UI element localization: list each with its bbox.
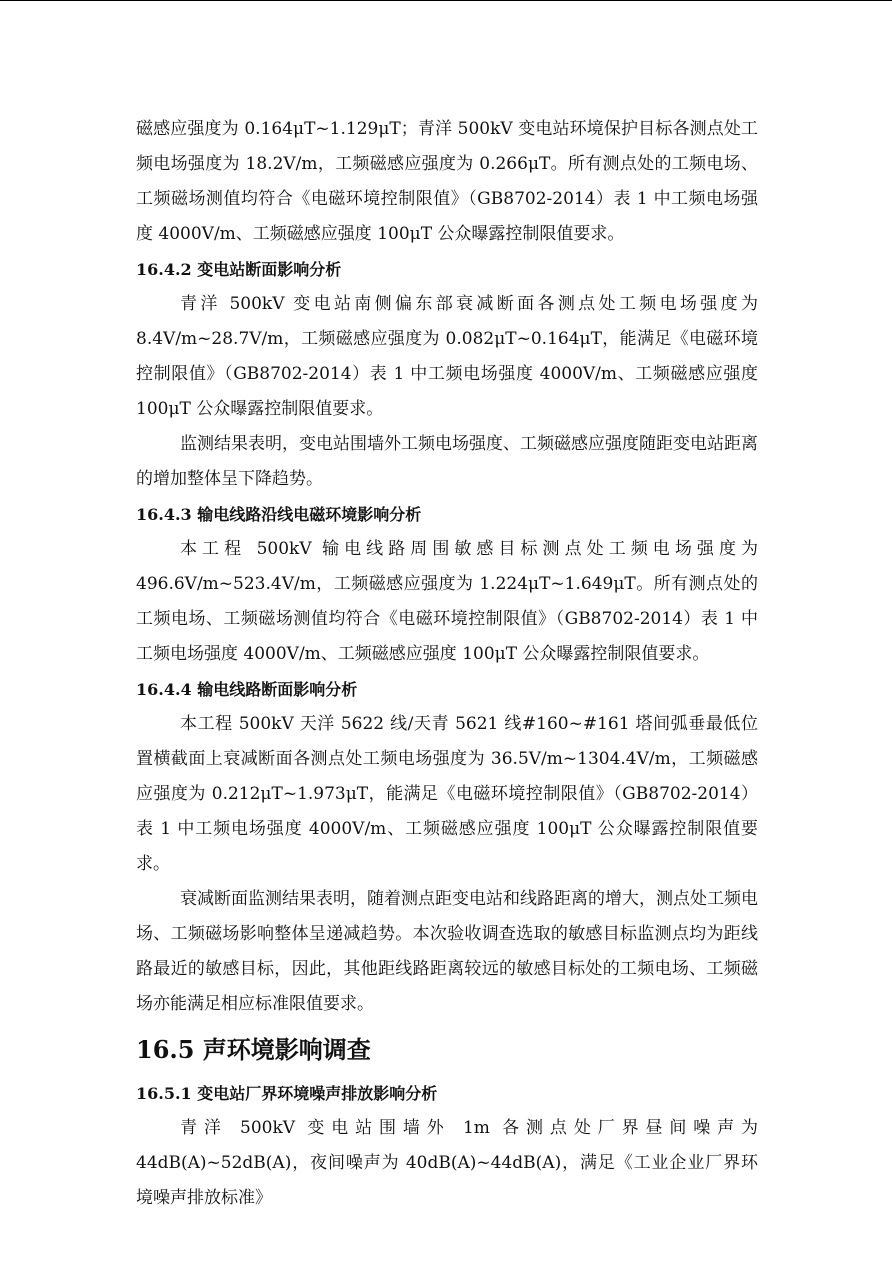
section-heading-16-5-1: 16.5.1 变电站厂界环境噪声排放影响分析 (136, 1084, 438, 1103)
page-top-rule (0, 0, 892, 1)
section-heading-16-4-3: 16.4.3 输电线路沿线电磁环境影响分析 (136, 505, 422, 524)
section-heading-16-4-4: 16.4.4 输电线路断面影响分析 (136, 680, 358, 699)
paragraph-line-trend: 衰减断面监测结果表明，随着测点距变电站和线路距离的增大，测点处工频电场、工频磁场影响整体呈递减趋势。本次验收调查选取的敏感目标监测点均为距线路最近的敏感目标，因此，其他距线路距离较远的敏感目标处的工频电场、工频磁场亦能满足相应标准限值要求。 (136, 889, 758, 1014)
paragraph-line-sensitive-targets: 本工程 500kV 输电线路周围敏感目标测点处工频电场强度为 496.6V/m~523.4V/m，工频磁感应强度为 1.224μT~1.649μT。所有测点处的工频电场、工频磁场测值均符合《电磁环境控制限值》（GB8702-2014）表 1 中工频电场强度 4000V/m、工频磁感应强度 100μT 公众曝露控制限值要求。 (136, 539, 758, 664)
document-page (136, 112, 758, 1216)
paragraph-substation-profile: 青洋 500kV 变电站南侧偏东部衰减断面各测点处工频电场强度为 8.4V/m~28.7V/m，工频磁感应强度为 0.082μT~0.164μT，能满足《电磁环境控制限值》（GB8702-2014）表 1 中工频电场强度 4000V/m、工频磁感应强度 100μT 公众曝露控制限值要求。 (136, 294, 758, 419)
paragraph-substation-trend: 监测结果表明，变电站围墙外工频电场强度、工频磁感应强度随距变电站距离的增加整体呈下降趋势。 (136, 434, 758, 489)
section-heading-16-5: 16.5 声环境影响调查 (136, 1035, 371, 1064)
paragraph-noise-results: 青洋 500kV 变电站围墙外 1m 各测点处厂界昼间噪声为 44dB(A)~52dB(A)，夜间噪声为 40dB(A)~44dB(A)，满足《工业企业厂界环境噪声排放标准》 (136, 1118, 758, 1208)
paragraph-em-field-summary: 磁感应强度为 0.164μT~1.129μT；青洋 500kV 变电站环境保护目标各测点处工频电场强度为 18.2V/m，工频磁感应强度为 0.266μT。所有测点处的工频电场、工频磁场测值均符合《电磁环境控制限值》（GB8702-2014）表 1 中工频电场强度 4000V/m、工频磁感应强度 100μT 公众曝露控制限值要求。 (136, 119, 758, 244)
section-heading-16-4-2: 16.4.2 变电站断面影响分析 (136, 260, 342, 279)
paragraph-line-profile: 本工程 500kV 天洋 5622 线/天青 5621 线#160~#161 塔间弧垂最低位置横截面上衰减断面各测点处工频电场强度为 36.5V/m~1304.4V/m，工频磁感应强度为 0.212μT~1.973μT，能满足《电磁环境控制限值》（GB8702-2014）表 1 中工频电场强度 4000V/m、工频磁感应强度 100μT 公众曝露控制限值要求。 (136, 714, 758, 874)
